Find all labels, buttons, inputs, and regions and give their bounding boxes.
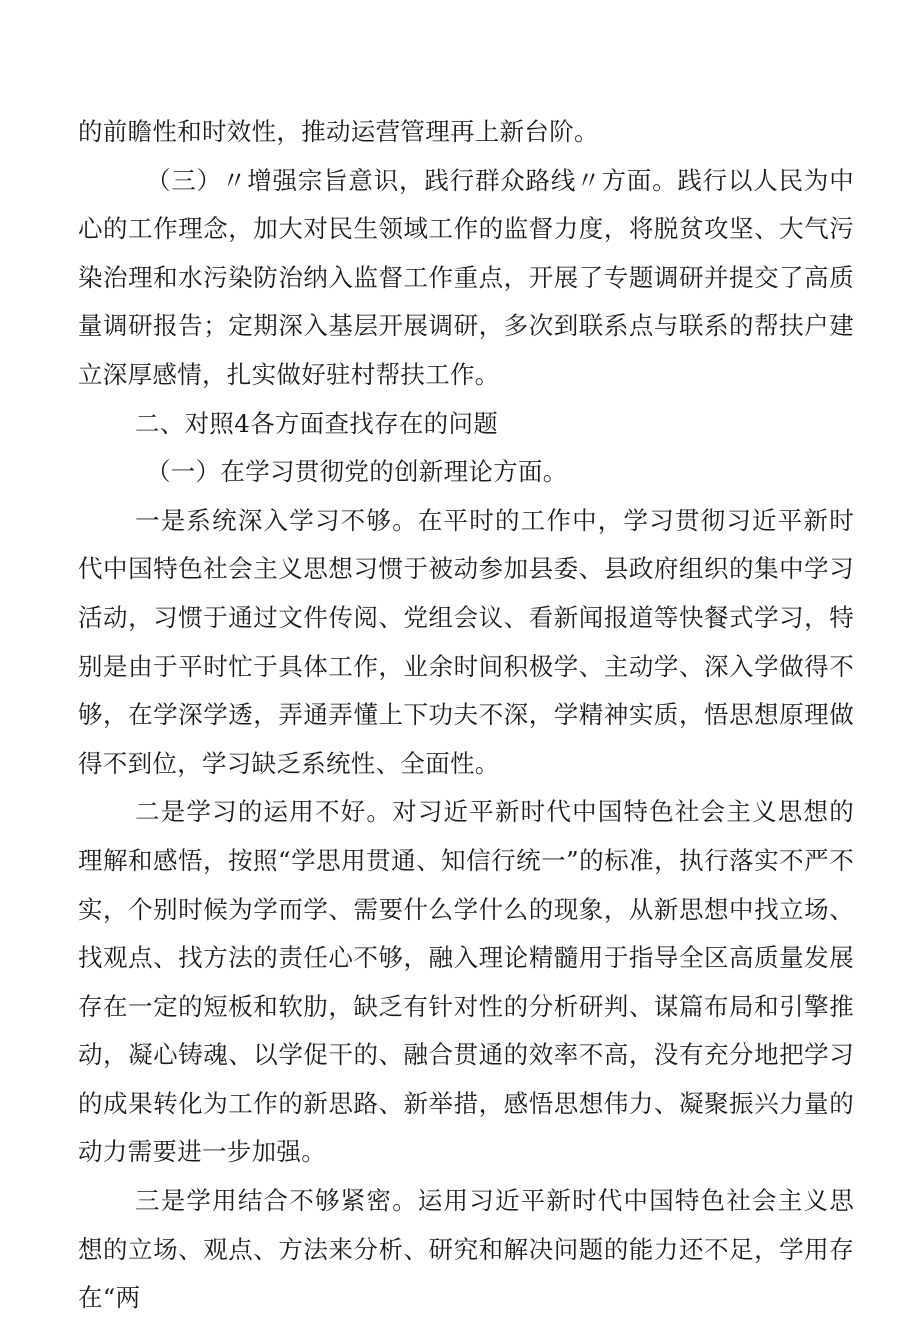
paragraph-point-two: 二是学习的运用不好。对习近平新时代中国特色社会主义思想的理解和感悟，按照“学思用贯通、知信行统一”的标准，执行落实不严不实，个别时候为学而学、需要什么学什么的现象，从新思想中找立场、找观点、找方法的责任心不够，融入理论精髓用于指导全区高质量发展存在一定的短板和软肋，缺乏有针对性的分析研判、谋篇布局和引擎推动，凝心铸魂、以学促干的、融合贯通的效率不高，没有充分地把学习的成果转化为工作的新思路、新举措，感悟思想伟力、凝聚振兴力量的动力需要进一步加强。 [78, 797, 854, 1167]
section-heading-problems: 二、对照4各方面查找存在的问题 [135, 408, 499, 438]
paragraph-section-three: （三）〃增强宗旨意识，践行群众路线〃方面。践行以人民为中心的工作理念，加大对民生领域工作的监督力度，将脱贫攻坚、大气污染治理和水污染防治纳入监督工作重点，开展了专题调研并提交了高质量调研报告；定期深入基层开展调研，多次到联系点与联系的帮扶户建立深厚感情，扎实做好驻村帮扶工作。 [78, 165, 854, 389]
subsection-heading-theory: （一）在学习贯彻党的创新理论方面。 [146, 457, 568, 487]
document-body [78, 108, 854, 1323]
paragraph-continuation: 的前瞻性和时效性，推动运营管理再上新台阶。 [78, 117, 599, 146]
paragraph-point-one: 一是系统深入学习不够。在平时的工作中，学习贯彻习近平新时代中国特色社会主义思想习惯于被动参加县委、县政府组织的集中学习活动，习惯于通过文件传阅、党组会议、看新闻报道等快餐式学习，特别是由于平时忙于具体工作，业余时间积极学、主动学、深入学做得不够，在学深学透，弄通弄懂上下功夫不深，学精神实质，悟思想原理做得不到位，学习缺乏系统性、全面性。 [78, 505, 854, 778]
paragraph-point-three: 三是学用结合不够紧密。运用习近平新时代中国特色社会主义思想的立场、观点、方法来分析、研究和解决问题的能力还不足，学用存在“两 [78, 1186, 854, 1313]
